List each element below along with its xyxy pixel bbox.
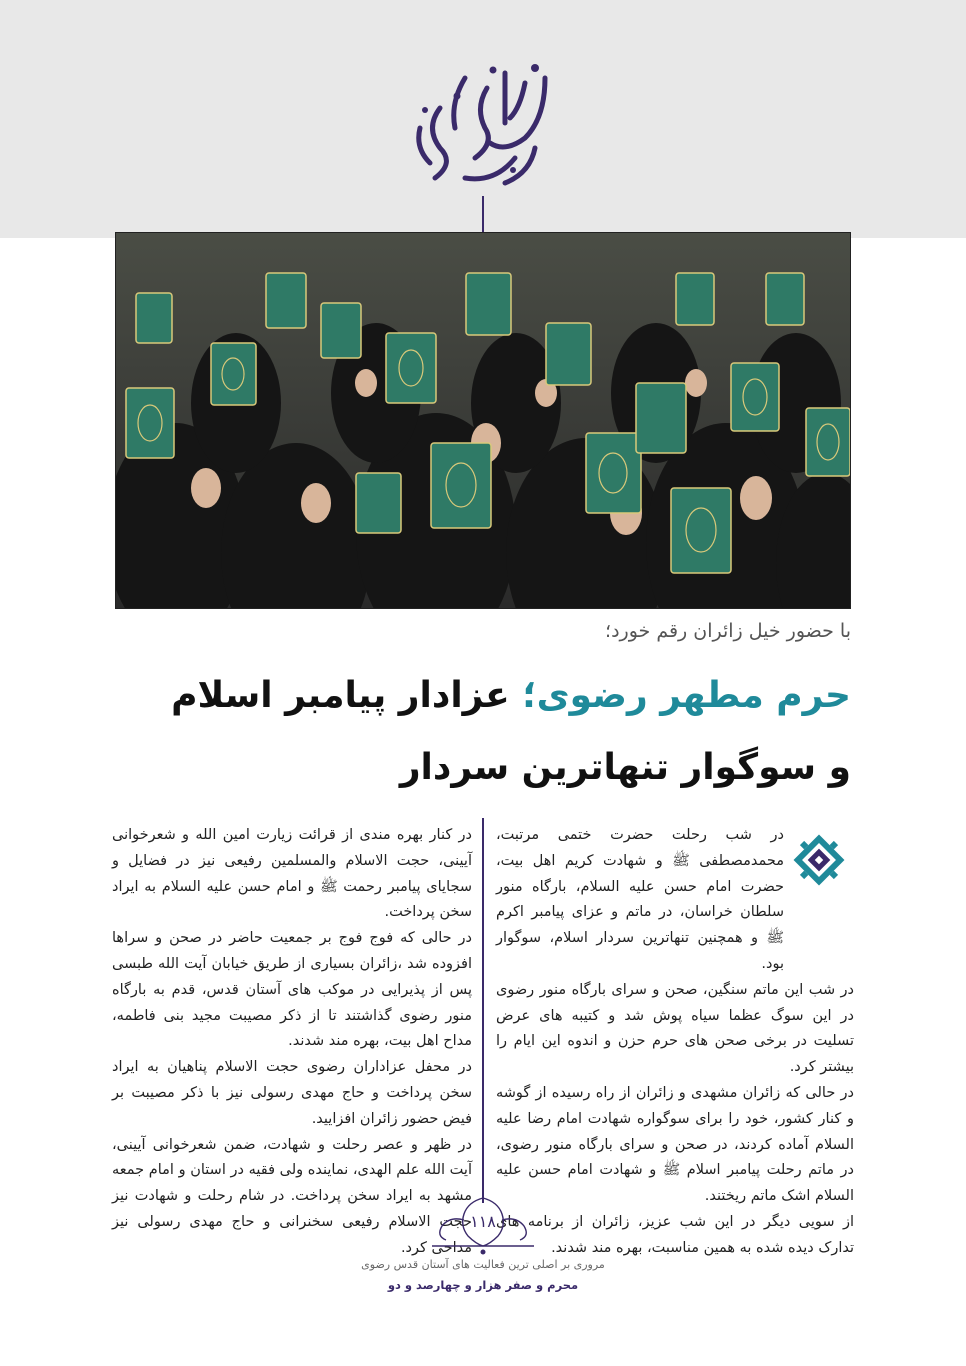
logo-connector-line — [482, 196, 484, 236]
paragraph: در حالی که فوج فوج بر جمعیت حاضر در صحن و سراها افزوده شد ،زائران بسیاری از طریق خیابان آیت الله طبسی پس از پذیرایی در موکب های آستان قدس، قدم به بارگاه منور رضوی گذاشتند تا از ذکر مصیبت مجید بنی فاطمه، مداح اهل بیت، بهره مند شدند. — [112, 930, 472, 1050]
paragraph: از سویی دیگر در این شب عزیز، زائران از برنامه های تدارک دیده شده به همین مناسبت، بهره مند شدند. — [496, 1213, 854, 1256]
kicker-text: با حضور خیل زائران رقم خورد؛ — [605, 620, 851, 642]
headline-highlight: حرم مطهر رضوی؛ — [522, 675, 851, 716]
paragraph: در کنار بهره مندی از قرائت زیارت امین الله و شعرخوانی آیینی، حجت الاسلام والمسلمین رفیعی نیز در فضایل و سجایای پیامبر رحمت ﷺ و امام حسن علیه السلام به ایراد سخن پرداخت. — [112, 827, 472, 921]
page-number: ۱۱۸ — [470, 1212, 496, 1231]
paragraph: در شب این ماتم سنگین، صحن و سرای بارگاه منور رضوی در این سوگ عظما سیاه پوش شد و کتیبه های عرض تسلیت در برخی صحن های حرم حزن و اندوه این ایام را بیشتر کرد. — [496, 981, 854, 1076]
column-divider — [482, 818, 484, 1203]
paragraph: در ظهر و عصر رحلت و شهادت، ضمن شعرخوانی آیینی، آیت الله علم الهدی، نماینده ولی فقیه در استان و امام جمعه مشهد به ایراد سخن پرداخت. در شام رحلت و شهادت نیز حجت الاسلام رفیعی سخنرانی و حاج مهدی رسولی نیز مداحی کرد. — [112, 1136, 472, 1256]
article-column-right — [496, 823, 854, 1262]
headline — [111, 660, 851, 804]
event-photo — [115, 232, 851, 609]
paragraph: در محفل عزاداران رضوی حجت الاسلام پناهیان به ایراد سخن پرداخت و حاج مهدی رسولی نیز با ذکر مصیبت بر فیض حضور زائران افزایید. — [112, 1059, 472, 1127]
footer-series-title: مروری بر اصلی ترین فعالیت های آستان قدس رضوی — [361, 1258, 605, 1271]
paragraph: در شب رحلت حضرت ختمی مرتبت، محمدمصطفی ﷺ و شهادت کریم اهل بیت، حضرت امام حسن علیه السلام، بارگاه منور سلطان خراسان، در ماتم و عزای پیامبر اکرم ﷺ و همچنین تنهاترین سردار اسلام، سوگوار بود. — [496, 827, 784, 972]
paragraph: در حالی که زائران مشهدی و زائران از راه رسیده از گوشه و کنار کشور، خود را برای سوگواره شهادت امام رضا علیه السلام آماده کردند، در صحن و سرای بارگاه منور رضوی، در ماتم رحلت پیامبر اسلام ﷺ و شهادت امام حسن علیه السلام اشک ماتم ریختند. — [496, 1084, 854, 1205]
headline-line-1 — [111, 660, 851, 732]
article-column-left — [112, 823, 472, 1262]
calligraphy-logo — [395, 48, 565, 198]
headline-part-2: عزادار پیامبر اسلام — [171, 675, 510, 716]
footer-issue-date: محرم و صفر هزار و چهارصد و دو — [387, 1278, 579, 1292]
headline-line-2: و سوگوار تنهاترین سردار — [399, 747, 851, 788]
